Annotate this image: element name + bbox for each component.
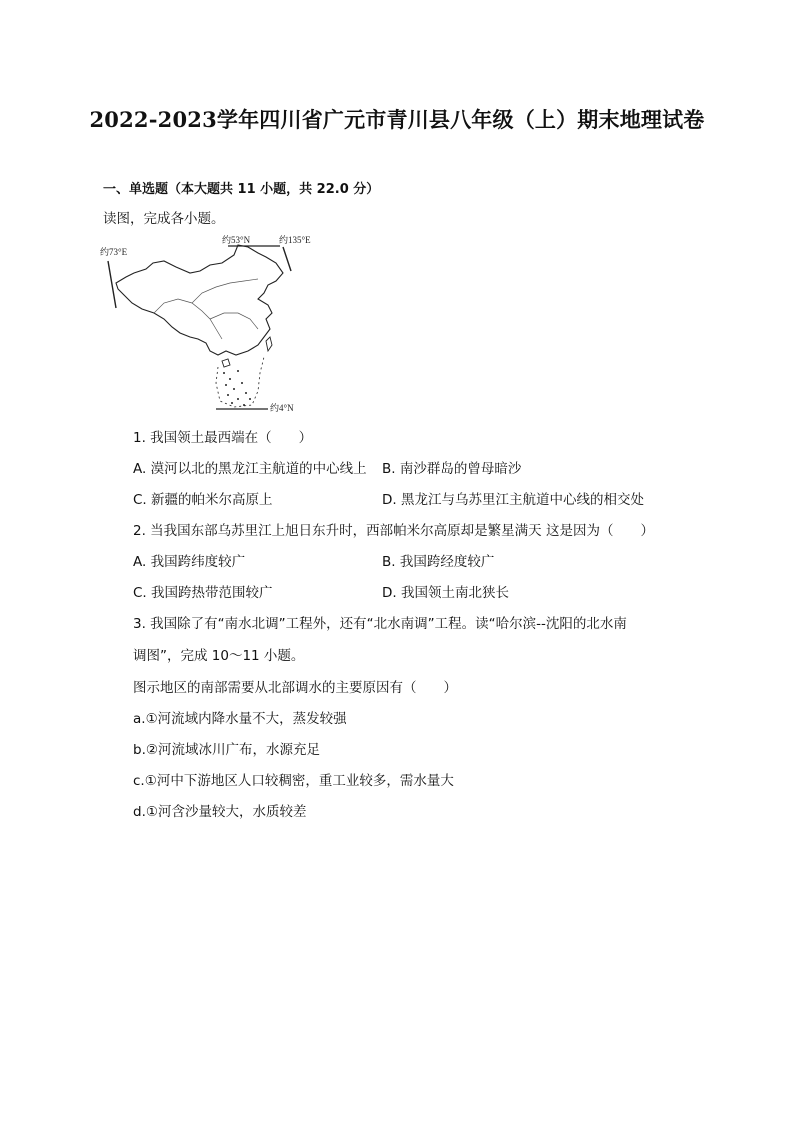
q2-option-b[interactable]: B. 我国跨经度较广: [382, 554, 495, 570]
question-2-stem: 2. 当我国东部乌苏里江上旭日东升时，西部帕米尔高原却是繁星满天 这是因为（ ）: [133, 523, 654, 539]
label-west-longitude: 约73°E: [100, 247, 128, 257]
internal-boundary: [210, 313, 258, 329]
question-1-stem: 1. 我国领土最西端在（ ）: [133, 430, 313, 446]
q2-option-a[interactable]: A. 我国跨纬度较广: [133, 554, 246, 570]
q3-option-d[interactable]: d.①河含沙量较大，水质较差: [133, 804, 307, 820]
exam-title: 2022-2023学年四川省广元市青川县八年级（上）期末地理试卷: [89, 107, 705, 132]
q2-option-c[interactable]: C. 我国跨热带范围较广: [133, 585, 273, 601]
hainan-island: [222, 359, 230, 367]
question-3-sub-question: 图示地区的南部需要从北部调水的主要原因有（ ）: [133, 680, 457, 696]
china-map-figure: [98, 233, 334, 413]
q1-option-c[interactable]: C. 新疆的帕米尔高原上: [133, 492, 273, 508]
label-east-longitude: 约135°E: [279, 235, 311, 245]
intro-text: 读图，完成各小题。: [103, 211, 225, 227]
taiwan-island: [266, 337, 272, 351]
label-north-latitude: 约53°N: [222, 235, 251, 245]
mainland-outline: [116, 245, 283, 355]
q3-option-a[interactable]: a.①河流域内降水量不大，蒸发较强: [133, 711, 347, 727]
q1-option-d[interactable]: D. 黑龙江与乌苏里江主航道中心线的相交处: [382, 492, 644, 508]
q2-option-d[interactable]: D. 我国领土南北狭长: [382, 585, 509, 601]
west-meridian-line: [108, 261, 116, 308]
south-sea-islands: [223, 370, 251, 406]
section-heading: 一、单选题（本大题共 11 小题，共 22.0 分）: [103, 182, 380, 197]
q1-option-a[interactable]: A. 漠河以北的黑龙江主航道的中心线上: [133, 461, 367, 477]
question-3-stem-line2: 调图”，完成 10～11 小题。: [133, 648, 305, 664]
q3-option-c[interactable]: c.①河中下游地区人口较稠密，重工业较多，需水量大: [133, 773, 454, 789]
question-3-stem-line1: 3. 我国除了有“南水北调”工程外，还有“北水南调”工程。读“哈尔滨--沈阳的北水南: [133, 616, 627, 632]
east-meridian-line: [283, 247, 291, 271]
internal-boundary: [192, 279, 258, 303]
label-south-latitude: 约4°N: [270, 403, 294, 413]
q1-option-b[interactable]: B. 南沙群岛的曾母暗沙: [382, 461, 522, 477]
q3-option-b[interactable]: b.②河流域冰川广布，水源充足: [133, 742, 320, 758]
